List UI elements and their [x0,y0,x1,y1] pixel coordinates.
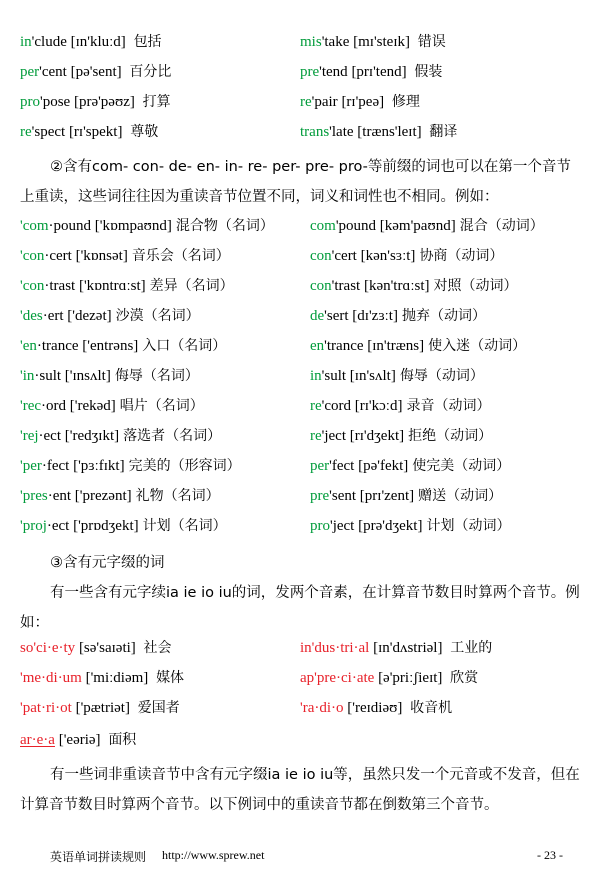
word-prefix: per [20,64,40,80]
ipa: [pə'sent] [70,64,122,80]
word-syllable-1: 'en [20,338,37,354]
word-syllable-2: 'ject [321,428,347,444]
word-syllable-2: 'sert [324,308,349,324]
word-entry [20,426,221,446]
word-syllable-1: 'des [20,308,43,324]
word-entry [300,62,442,82]
word-syllable-2: ·ect [38,428,62,444]
meaning: 沙漠（名词） [115,308,200,324]
word-entry [310,216,544,236]
meaning: 尊敬 [130,124,159,140]
word-entry [310,276,517,296]
paragraph-text: 有一些含有元字续ia ie io iu的词，发两个音素，在计算音节数目时算两个音节。例如： [20,585,580,631]
meaning: 协商（动词） [419,248,504,264]
word-entry [310,246,503,266]
paragraph-unstressed-digraph [20,760,580,820]
ipa: [rɪ'spekt] [68,124,123,140]
word-syllable-1: in [310,368,322,384]
meaning: 爱国者 [137,700,180,716]
word-entry [20,276,234,296]
meaning: 计划（动词） [426,518,511,534]
meaning: 收音机 [410,700,453,716]
word-syllable-2: 'pound [335,218,377,234]
ipa: [ə'priːʃieɪt] [378,670,443,686]
meaning: 唱片（名词） [119,398,204,414]
ipa: ['rekəd] [69,398,116,414]
meaning: 音乐会（名词） [131,248,230,264]
meaning: 使完美（动词） [412,458,511,474]
meaning: 错误 [417,34,446,50]
ipa: ['dezət] [67,308,112,324]
word-syllable-1: 'in [20,368,35,384]
meaning: 赠送（动词） [418,488,503,504]
ipa: ['pætriət] [75,700,130,716]
word: in'dus·tri·al [300,640,370,656]
word-syllable-2: ·sult [34,368,62,384]
word-entry [310,396,490,416]
meaning: 媒体 [156,670,185,686]
word-entry [310,306,486,326]
word-entry [310,486,502,506]
paragraph-vowel-digraph [20,578,580,638]
word-entry [20,366,199,386]
ipa: ['ɪnsʌlt] [64,368,111,384]
word-entry-appreciate [300,668,478,688]
meaning: 混合物（名词） [175,218,274,234]
word-entry [20,396,204,416]
meaning: 录音（动词） [406,398,491,414]
word-prefix: pre [300,64,320,80]
word-prefix: pro [20,94,40,110]
paragraph-text: 有一些词非重读音节中含有元字缀ia ie io iu等，虽然只发一个元音或不发音，但在计算音节数目时算两个音节。以下例词中的重读音节都在倒数第三个音节。 [20,767,580,813]
word-prefix: re [20,124,32,140]
word-entry [300,32,446,52]
meaning: 面积 [108,732,137,748]
meaning: 拒绝（动词） [408,428,493,444]
word-stem: 'spect [31,124,66,140]
word-prefix: mis [300,34,322,50]
word-syllable-1: 'per [20,458,42,474]
word-syllable-2: 'cert [331,248,357,264]
word-entry-radio [300,698,452,718]
heading-text: ③含有元字缀的词 [50,555,165,571]
ipa: [kəm'paʊnd] [379,218,456,234]
meaning: 差异（名词） [149,278,234,294]
page-number: - 23 - [537,848,563,862]
ipa: [rɪ'peə] [341,94,385,110]
paragraph-prefix-rule [20,152,580,212]
ipa: [ɪn'kluːd] [70,34,126,50]
meaning: 对照（动词） [433,278,518,294]
meaning: 侮辱（动词） [399,368,484,384]
word-syllable-1: 'con [20,278,45,294]
meaning: 假装 [414,64,443,80]
word-syllable-2: 'cord [321,398,352,414]
word: 'ra·di·o [300,700,344,716]
word-stem: 'cent [39,64,67,80]
meaning: 社会 [143,640,172,656]
word-syllable-1: pre [310,488,330,504]
ipa: [pə'fekt] [358,458,409,474]
word: ar·e·a [20,732,55,748]
ipa: [ɪn'dʌstriəl] [373,640,443,656]
word-syllable-2: 'sult [321,368,347,384]
word-syllable-1: con [310,248,332,264]
word-entry [310,456,510,476]
ipa: ['entrəns] [82,338,139,354]
footer-title: 英语单词拼读规则 [50,850,147,864]
meaning: 侮辱（名词） [114,368,199,384]
word-entry [310,336,526,356]
word-stem: 'take [321,34,350,50]
ipa: [mɪ'steɪk] [353,34,410,50]
word-syllable-1: re [310,428,322,444]
ipa: [prə'dʒekt] [358,518,423,534]
meaning: 礼物（名词） [135,488,220,504]
word-syllable-1: con [310,278,332,294]
word-syllable-2: ·fect [41,458,70,474]
word-syllable-1: 'con [20,248,45,264]
ipa: [ɪn'sʌlt] [349,368,396,384]
ipa: [dɪ'zɜːt] [352,308,398,324]
word-syllable-2: ·ect [46,518,70,534]
meaning: 入口（名词） [142,338,227,354]
word-syllable-2: 'fect [329,458,355,474]
word-syllable-1: re [310,398,322,414]
word: so'ci·e·ty [20,640,76,656]
word-entry [310,366,484,386]
ipa: ['kɒmpaʊnd] [94,218,172,234]
word-syllable-1: 'rec [20,398,42,414]
word-entry [20,122,158,142]
meaning: 使入迷（动词） [428,338,527,354]
meaning: 混合（动词） [459,218,544,234]
word-entry [20,306,200,326]
word: ap'pre·ci·ate [300,670,375,686]
meaning: 打算 [142,94,171,110]
ipa: ['miːdiəm] [85,670,149,686]
meaning: 翻译 [429,124,458,140]
word-entry [20,336,226,356]
ipa: ['prezənt] [74,488,132,504]
word-syllable-2: 'trance [324,338,364,354]
word-entry [20,62,171,82]
ipa: [sə'saɪəti] [78,640,136,656]
word: 'pat·ri·ot [20,700,72,716]
ipa: [rɪ'dʒekt] [349,428,405,444]
meaning: 包括 [133,34,162,50]
ipa: [prə'pəʊz] [73,94,135,110]
ipa: ['eəriə] [58,732,101,748]
ipa: ['reɪdiəʊ] [347,700,403,716]
word-entry [20,486,220,506]
word-stem: 'pose [40,94,71,110]
word-entry [20,246,230,266]
word-entry [20,456,241,476]
ipa: [rɪ'kɔːd] [354,398,403,414]
word-syllable-2: 'trast [331,278,361,294]
word-prefix: re [300,94,312,110]
meaning: 完美的（形容词） [128,458,241,474]
word-stem: 'tend [319,64,348,80]
word-prefix: in [20,34,32,50]
word-syllable-1: com [310,218,336,234]
word: 'me·di·um [20,670,82,686]
meaning: 百分比 [129,64,172,80]
word-entry-industrial [300,638,492,658]
meaning: 欣赏 [450,670,479,686]
meaning: 抛弃（动词） [401,308,486,324]
meaning: 落选者（名词） [123,428,222,444]
ipa: [prɪ'zent] [359,488,415,504]
section-heading [20,548,580,578]
ipa: [træns'leɪt] [357,124,422,140]
word-entry [310,516,510,536]
word-syllable-2: ·ert [42,308,64,324]
meaning: 计划（名词） [142,518,227,534]
meaning: 修理 [391,94,420,110]
word-syllable-2: ·cert [44,248,72,264]
word-syllable-1: en [310,338,325,354]
word-syllable-1: pro [310,518,330,534]
word-syllable-2: 'sent [329,488,357,504]
word-entry [20,216,274,236]
ipa: ['kɒntrɑːst] [78,278,146,294]
word-syllable-2: ·ord [41,398,67,414]
word-syllable-1: 'com [20,218,49,234]
word-syllable-1: 'rej [20,428,39,444]
ipa: ['redʒɪkt] [64,428,120,444]
word-syllable-2: ·ent [47,488,72,504]
word-syllable-1: de [310,308,325,324]
ipa: ['kɒnsət] [75,248,128,264]
ipa: [prɪ'tend] [351,64,407,80]
word-syllable-2: ·pound [48,218,92,234]
word-entry-patriot [20,698,180,718]
word-stem: 'late [329,124,354,140]
word-entry [20,32,162,52]
word-syllable-1: per [310,458,330,474]
word-syllable-1: 'proj [20,518,47,534]
ipa: [kən'sɜːt] [360,248,416,264]
word-entry [310,426,492,446]
word-entry [20,92,171,112]
word-prefix: trans [300,124,330,140]
word-syllable-2: ·trance [36,338,79,354]
ipa: ['prɒdʒekt] [73,518,139,534]
word-stem: 'pair [311,94,338,110]
meaning: 工业的 [450,640,493,656]
paragraph-text: ②含有com- con- de- en- in- re- per- pre- pro-等前缀的词也可以在第一个音节上重读，这些词往往因为重读音节位置不同，词义和词性也不相同。例如： [20,159,571,205]
word-syllable-2: 'ject [330,518,355,534]
word-entry [300,92,420,112]
word-entry-medium [20,668,184,688]
word-syllable-1: 'pres [20,488,48,504]
word-entry-area [20,730,136,750]
word-entry [300,122,457,142]
word-syllable-2: ·trast [44,278,76,294]
footer-url[interactable]: http://www.sprew.net [162,848,265,862]
ipa: ['pɜːfɪkt] [73,458,125,474]
word-entry-society [20,638,172,658]
ipa: [ɪn'træns] [367,338,425,354]
word-stem: 'clude [31,34,67,50]
ipa: [kən'trɑːst] [363,278,430,294]
word-entry [20,516,227,536]
